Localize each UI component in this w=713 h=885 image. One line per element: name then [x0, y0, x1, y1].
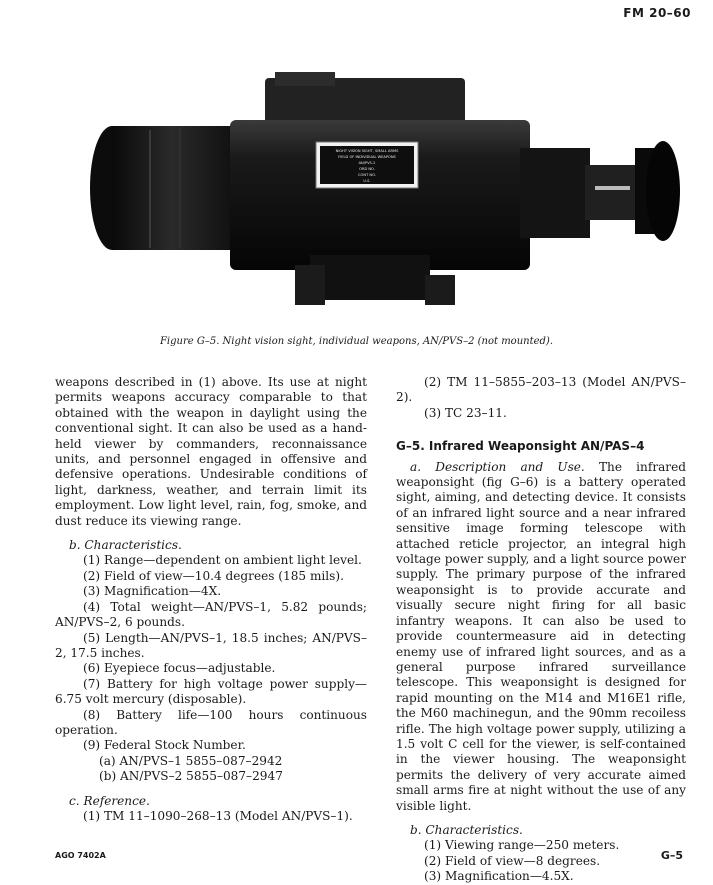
section-title: G–5. Infrared Weaponsight AN/PAS–4: [396, 439, 645, 454]
ir-char-item-2: (2) Field of view—8 degrees.: [424, 853, 601, 868]
plate-line-1: NIGHT VISION SIGHT, SMALL ARMS: [335, 149, 399, 153]
page-header: FM 20–60: [623, 6, 691, 20]
plate-line-6: U.S.: [363, 179, 371, 183]
description-body: The infrared weaponsight (fig G–6) is a battery operated sight, aiming, and detecting device. It consists of an infrared light source and a near infrared sensitive image forming telescope with attached reticle projector, an integral high voltage power supply, and a light source power supply. The primary purpose of the infrared weaponsight is to provide accurate and visually secure night firing for all basic infantry weapons. It can also be used to provide countermeasure aid in detecting enemy use of infrared light sources, and as a general purpose infrared surveillance telescope. This weaponsight is designed for rapid mounting on the M14 and M16E1 rifle, the M60 machinegun, and the 90mm recoiless rifle. The high voltage power supply, utilizing a 1.5 volt C cell for the viewer, is self-contained in the viewer housing. The weaponsight permits the delivery of very accurate aimed small arms fire at night without the use of any visible light.: [396, 459, 686, 813]
ir-char-item-3: (3) Magnification—4.5X.: [424, 869, 574, 884]
plate-line-3: AN/PVS-2: [358, 161, 376, 165]
char-item-2: (2) Field of view—10.4 degrees (185 mils).: [83, 568, 344, 583]
footer-ago: AGO 7402A: [55, 851, 106, 860]
ir-characteristics-heading: b. Characteristics.: [410, 822, 523, 837]
page-number: G–5: [660, 849, 683, 862]
stock-number-a: (a) AN/PVS–1 5855–087–2942: [99, 753, 283, 768]
char-item-8: (8) Battery life—100 hours continuous operation.: [55, 707, 367, 737]
plate-line-4: ORD NO.: [359, 167, 375, 171]
plate-line-2: FIELD OF INDIVIDUAL WEAPONS: [338, 155, 396, 159]
intro-paragraph: weapons described in (1) above. Its use at night permits weapons accuracy comparable to that obtained with the weapon in daylight using the conventional sight. It can also be used as a hand-held viewer by commanders, reconnaissance units, and personnel engaged in offensive and defensive operations. Undesirable conditions of light, darkness, weather, and terrain limit its employment. Low light level, rain, fog, smoke, and dust reduce its viewing range.: [55, 375, 367, 528]
stock-number-b: (b) AN/PVS–2 5855–087–2947: [99, 769, 283, 784]
description-heading: a. Description and Use.: [410, 459, 585, 474]
char-item-6: (6) Eyepiece focus—adjustable.: [83, 661, 276, 676]
char-item-7: (7) Battery for high voltage power supply—6.75 volt mercury (disposable).: [55, 676, 367, 707]
plate-line-5: CONT NO.: [358, 173, 376, 177]
figure-caption: Figure G–5. Night vision sight, individual weapons, AN/PVS–2 (not mounted).: [159, 336, 554, 347]
right-column: [396, 375, 686, 885]
reference-heading: c. Reference.: [69, 793, 150, 808]
characteristics-heading: b. Characteristics.: [69, 538, 182, 553]
night-vision-sight-photo: [80, 70, 690, 320]
char-item-5: (5) Length—AN/PVS–1, 18.5 inches; AN/PVS–2, 17.5 inches.: [55, 630, 367, 660]
char-item-4: (4) Total weight—AN/PVS–1, 5.82 pounds; AN/PVS–2, 6 pounds.: [55, 599, 367, 630]
left-column: [55, 375, 367, 824]
char-item-1: (1) Range—dependent on ambient light level.: [83, 553, 362, 568]
char-item-9: (9) Federal Stock Number.: [83, 738, 246, 753]
reference-3: (3) TC 23–11.: [424, 405, 507, 420]
description-paragraph: [396, 460, 686, 814]
reference-1: (1) TM 11–1090–268–13 (Model AN/PVS–1).: [83, 808, 353, 823]
reference-2: (2) TM 11–5855–203–13 (Model AN/PVS–2).: [396, 375, 686, 405]
char-item-3: (3) Magnification—4X.: [83, 584, 222, 599]
ir-char-item-1: (1) Viewing range—250 meters.: [424, 838, 620, 853]
